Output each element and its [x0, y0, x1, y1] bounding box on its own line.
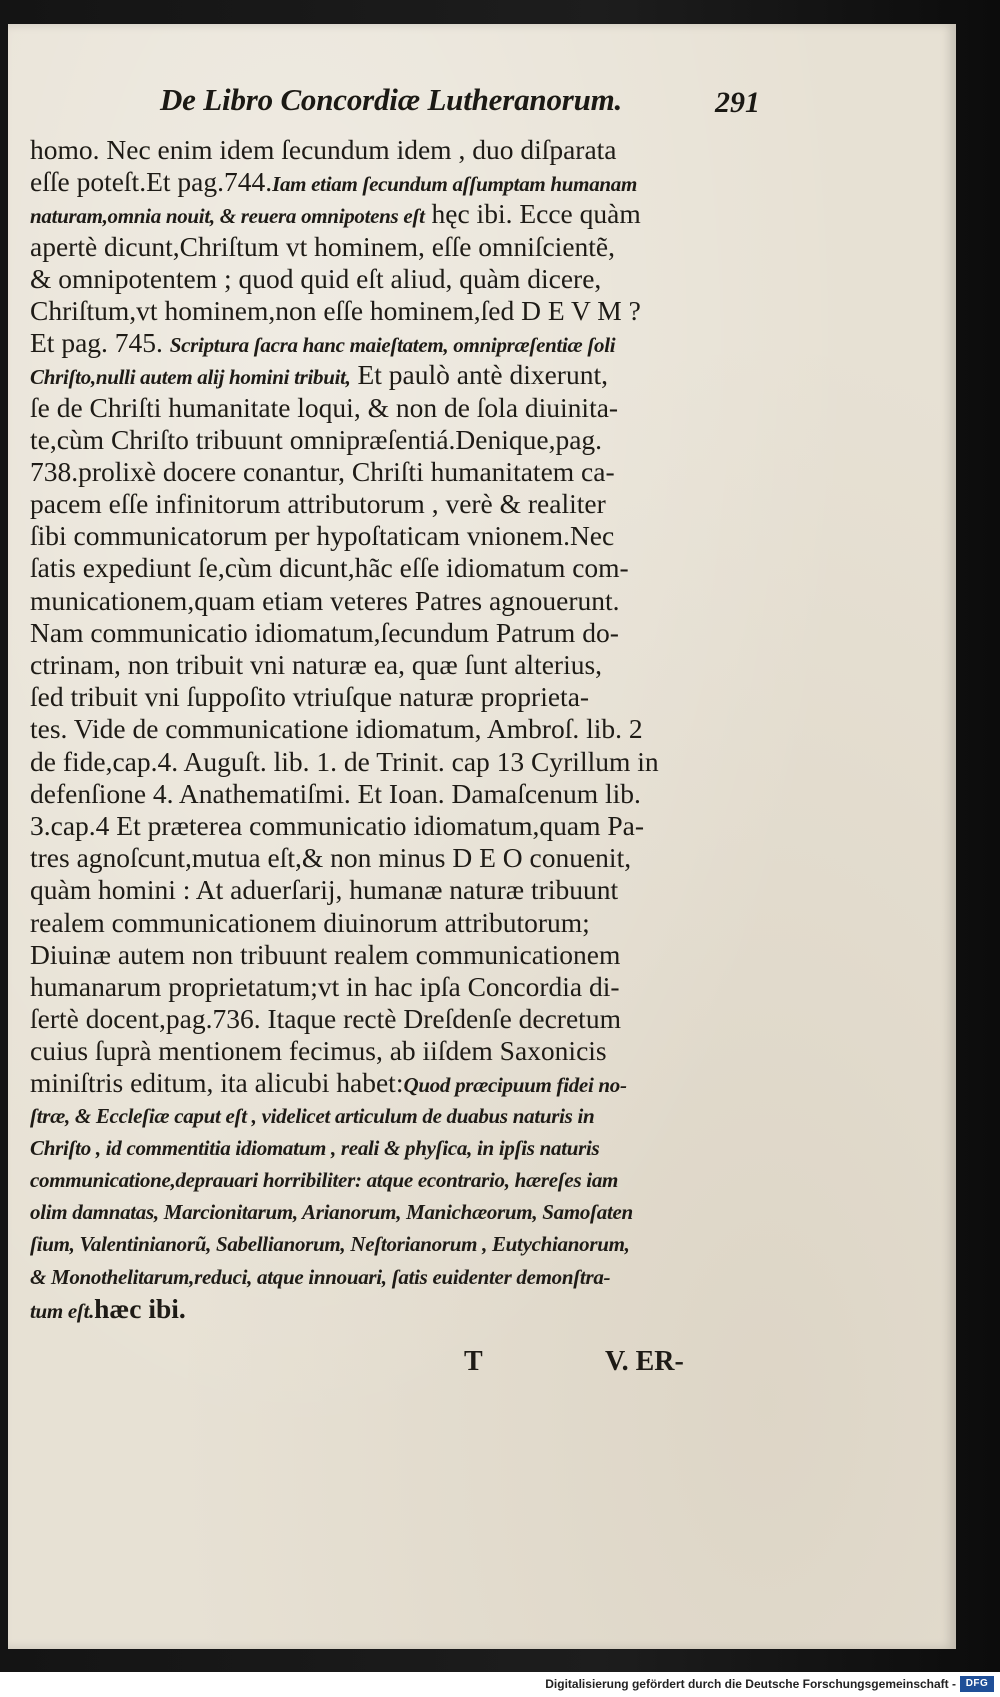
text-line: [30, 295, 760, 327]
text-line: [30, 939, 760, 971]
text-line: [30, 1164, 760, 1196]
text-line: [30, 617, 760, 649]
text-run: municationem,quam etiam veteres Patres agnouerunt.: [30, 584, 620, 616]
text-run: apertè dicunt,Chriſtum vt hominem, eſſe omniſcientẽ,: [30, 230, 615, 262]
text-line: [30, 231, 760, 263]
text-line: [30, 585, 760, 617]
text-run: tes. Vide de communicatione idiomatum, Ambroſ. lib. 2: [30, 713, 643, 745]
page-footer-catch: [8, 1346, 956, 1380]
text-run: humanarum proprietatum;vt in hac ipſa Concordia di-: [30, 970, 620, 1002]
catchword: V. ER-: [605, 1346, 684, 1377]
italic-text-run: ſtræ, & Eccleſiæ caput eſt , videlicet articulum de duabus naturis in: [30, 1103, 595, 1128]
text-line: [30, 1100, 760, 1132]
text-run: eſſe poteſt.Et pag.744.: [30, 166, 273, 198]
text-run: de fide,cap.4. Auguſt. lib. 1. de Trinit. cap 13 Cyrillum in: [30, 745, 659, 777]
italic-text-run: communicatione,deprauari horribiliter: atque econtrario, hæreſes iam: [30, 1168, 619, 1192]
body-text: [30, 134, 760, 1325]
text-run: Nam communicatio idiomatum,ſecundum Patrum do-: [30, 616, 619, 648]
text-line: [30, 713, 760, 745]
text-line: [30, 649, 760, 681]
text-run: ctrinam, non tribuit vni naturæ ea, quæ ſunt alterius,: [30, 649, 603, 680]
text-run: te,cùm Chriſto tribuunt omnipræſentiá.Denique,pag.: [30, 423, 603, 455]
text-run: hęc ibi. Ecce quàm: [424, 198, 641, 230]
text-line: [30, 488, 760, 520]
text-run: realem communicationem diuinorum attributorum;: [30, 906, 590, 938]
book-page: [8, 24, 956, 1649]
text-run: defenſione 4. Anathematiſmi. Et Ioan. Damaſcenum lib.: [30, 777, 641, 809]
text-run: miniſtris editum, ita alicubi habet:: [30, 1067, 404, 1099]
text-run: tres agnoſcunt,mutua eſt,& non minus D E O conuenit,: [30, 842, 632, 874]
text-line: [30, 552, 760, 584]
text-run: 738.prolixè docere conantur, Chriſti humanitatem ca-: [30, 455, 615, 487]
text-line: [30, 263, 760, 295]
text-line: [30, 874, 760, 906]
text-line: [30, 134, 760, 166]
text-line: [30, 1132, 760, 1164]
page-header: [8, 74, 956, 124]
text-run: homo. Nec enim idem ſecundum idem , duo diſparata: [30, 134, 617, 165]
text-line: [30, 1293, 760, 1325]
italic-text-run: Iam etiam ſecundum aſſumptam humanam: [272, 172, 638, 197]
text-run: Et pag. 745.: [30, 327, 170, 359]
text-run: Diuinæ autem non tribuunt realem communicationem: [30, 938, 621, 970]
text-run: pacem eſſe infinitorum attributorum , verè & realiter: [30, 488, 606, 520]
text-line: [30, 1035, 760, 1067]
text-line: [30, 1196, 760, 1228]
running-title: De Libro Concordiæ Lutheranorum.: [160, 82, 623, 117]
text-line: [30, 842, 760, 874]
italic-text-run: Scriptura ſacra hanc maieſtatem, omnipræſentiæ ſoli: [169, 333, 616, 358]
text-line: [30, 810, 760, 842]
text-line: [30, 424, 760, 456]
funding-credit: Digitalisierung gefördert durch die Deutsche Forschungsgemeinschaft -: [545, 1677, 956, 1691]
text-line: [30, 746, 760, 778]
text-run: & omnipotentem ; quod quid eſt aliud, quàm dicere,: [30, 262, 602, 294]
italic-text-run: olim damnatas, Marcionitarum, Arianorum, Manichæorum, Samoſaten: [30, 1200, 633, 1225]
text-line: [30, 681, 760, 713]
italic-text-run: & Monothelitarum,reduci, atque innouari, ſatis euidenter demonſtra-: [30, 1264, 611, 1289]
italic-text-run: naturam,omnia nouit, & reuera omnipotens eſt: [30, 204, 425, 229]
text-line: [30, 327, 760, 359]
text-run: ſed tribuit vni ſuppoſito vtriuſque naturæ proprieta-: [30, 681, 590, 713]
text-line: [30, 198, 760, 230]
text-line: [30, 907, 760, 939]
text-line: [30, 1067, 760, 1099]
italic-text-run: Chriſto,nulli autem alij homini tribuit,: [30, 365, 351, 390]
text-line: [30, 1003, 760, 1035]
text-line: [30, 1261, 760, 1293]
text-line: [30, 359, 760, 391]
italic-text-run: tum eſt.: [30, 1298, 95, 1323]
italic-text-run: ſium, Valentinianorũ, Sabellianorum, Neſtorianorum , Eutychianorum,: [30, 1232, 630, 1257]
text-run: Chriſtum,vt hominem,non eſſe hominem,ſed D E V M ?: [30, 294, 641, 326]
text-run: ſibi communicatorum per hypoſtaticam vnionem.Nec: [30, 520, 615, 552]
text-run: ſertè docent,pag.736. Itaque rectè Dreſdenſe decretum: [30, 1003, 621, 1035]
dfg-logo: DFG: [960, 1676, 994, 1692]
text-run: cuius ſuprà mentionem fecimus, ab iiſdem Saxonicis: [30, 1035, 607, 1067]
italic-text-run: Chriſto , id commentitia idiomatum , reali & phyſica, in ipſis naturis: [30, 1135, 600, 1160]
italic-text-run: Quod præcipuum fidei no-: [403, 1073, 627, 1098]
text-run: ſatis expediunt ſe,cùm dicunt,hãc eſſe idiomatum com-: [30, 552, 629, 584]
digitization-footer: [0, 1672, 1000, 1697]
text-line: [30, 520, 760, 552]
text-run: Et paulò antè dixerunt,: [350, 359, 608, 391]
text-line: [30, 166, 760, 198]
text-line: [30, 778, 760, 810]
text-run: 3.cap.4 Et præterea communicatio idiomatum,quam Pa-: [30, 809, 644, 841]
text-run: quàm homini : At aduerſarij, humanæ naturæ tribuunt: [30, 874, 619, 906]
text-line: [30, 456, 760, 488]
text-run: hæc ibi.: [94, 1292, 186, 1324]
text-line: [30, 1228, 760, 1260]
text-run: ſe de Chriſti humanitate loqui, & non de ſola diuinita-: [30, 391, 619, 423]
page-number: 291: [715, 86, 760, 119]
signature-mark: T: [464, 1346, 483, 1377]
text-line: [30, 392, 760, 424]
text-line: [30, 971, 760, 1003]
